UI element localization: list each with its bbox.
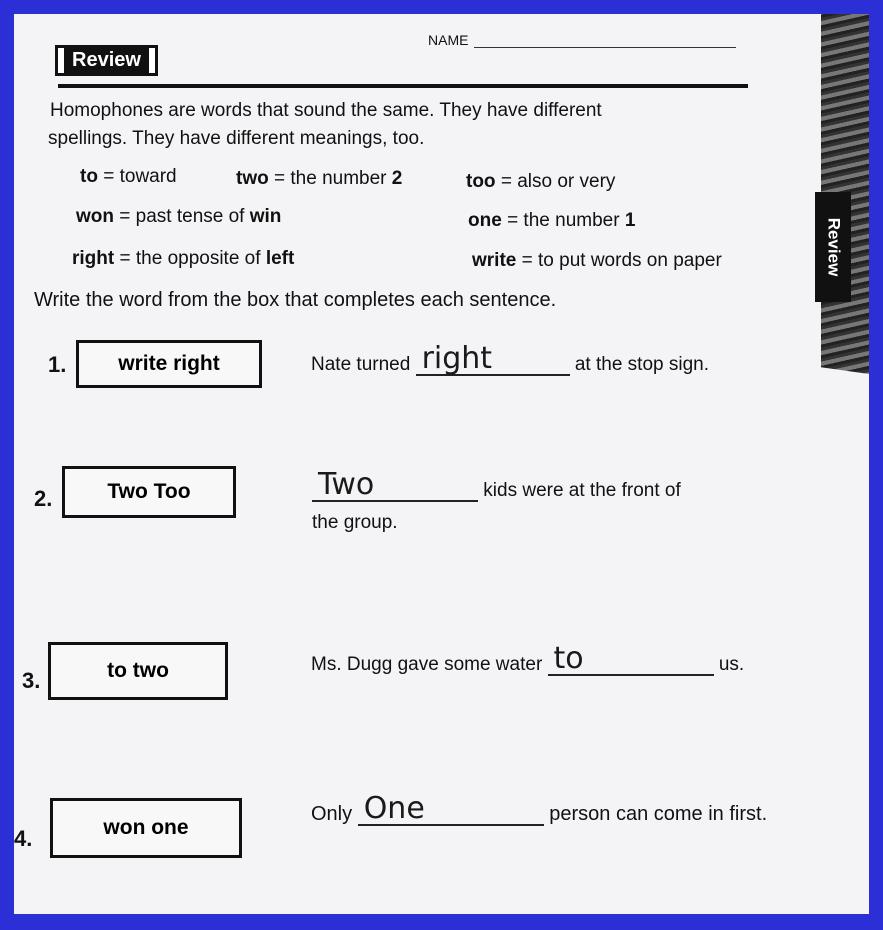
def-right: right = the opposite of left bbox=[72, 248, 295, 269]
intro-line-2: spellings. They have different meanings, too. bbox=[48, 128, 425, 149]
item-3-answer[interactable]: to bbox=[548, 644, 714, 676]
header-rule bbox=[58, 84, 748, 88]
instruction: Write the word from the box that completes each sentence. bbox=[34, 289, 557, 311]
item-4-word-box: won one bbox=[50, 798, 242, 858]
item-2-sentence: Two kids were at the front of bbox=[312, 470, 681, 502]
item-3-number: 3. bbox=[22, 668, 41, 693]
item-2-sentence-cont: the group. bbox=[312, 512, 398, 533]
def-word: to bbox=[80, 166, 98, 187]
item-2-word-box: Two Too bbox=[62, 466, 236, 518]
def-won: won = past tense of win bbox=[76, 206, 282, 227]
item-4-sentence: Only One person can come in first. bbox=[311, 791, 768, 826]
def-two: two = the number 2 bbox=[236, 168, 403, 189]
name-field bbox=[428, 32, 736, 48]
item-4-answer[interactable]: One bbox=[358, 794, 544, 826]
def-to: to = toward bbox=[80, 166, 177, 187]
item-4-number: 4. bbox=[14, 826, 33, 851]
name-line[interactable] bbox=[474, 33, 736, 48]
item-1-sentence: Nate turned right at the stop sign. bbox=[311, 341, 710, 376]
item-3-word-box: to two bbox=[48, 642, 228, 700]
item-1-number: 1. bbox=[48, 352, 67, 377]
item-1-word-box: write right bbox=[76, 340, 262, 388]
item-2-number: 2. bbox=[34, 486, 53, 511]
worksheet-page bbox=[14, 14, 869, 914]
item-1-answer[interactable]: right bbox=[416, 344, 570, 376]
item-2-answer[interactable]: Two bbox=[312, 470, 478, 502]
item-3-sentence: Ms. Dugg gave some water to us. bbox=[311, 641, 745, 676]
intro-line-1: Homophones are words that sound the same. They have different bbox=[50, 100, 602, 121]
review-tag: Review bbox=[58, 48, 155, 73]
side-review-label: Review bbox=[824, 217, 843, 277]
def-write: write = to put words on paper bbox=[472, 250, 722, 271]
side-review-tab bbox=[815, 192, 851, 302]
name-label: NAME bbox=[428, 32, 469, 48]
def-one: one = the number 1 bbox=[468, 210, 636, 231]
def-too: too = also or very bbox=[466, 171, 616, 192]
